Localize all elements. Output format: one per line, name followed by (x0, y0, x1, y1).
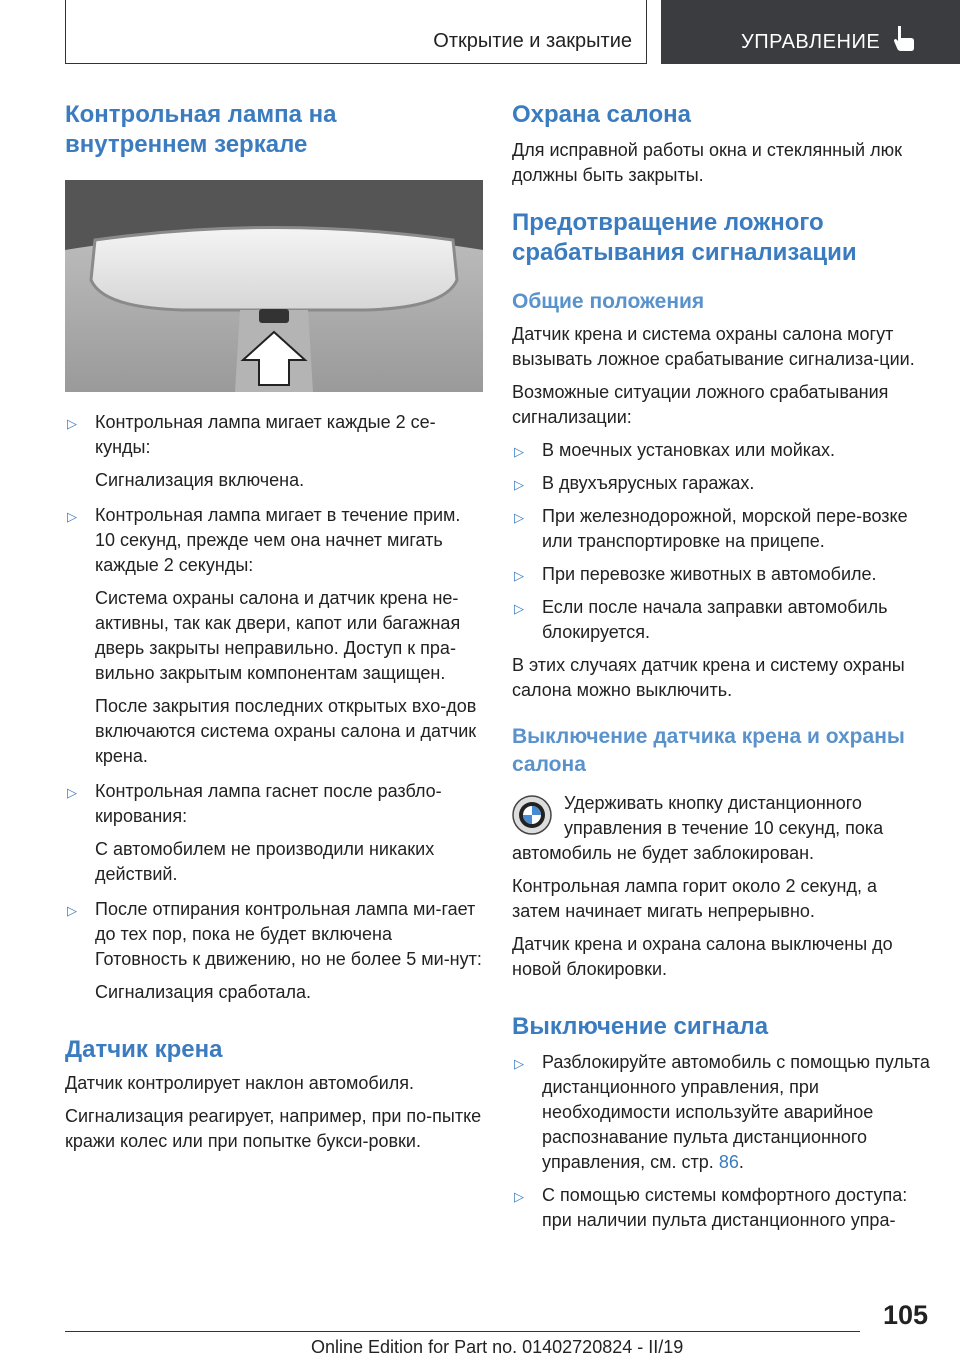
disable-sensor-title: Выключение датчика крена и охраны салона (512, 725, 905, 776)
triangle-bullet-icon: ▷ (514, 477, 524, 492)
page-link[interactable]: 86 (718, 1152, 739, 1172)
header-section (65, 0, 647, 64)
triangle-bullet-icon: ▷ (514, 601, 524, 616)
footer-edition: Online Edition for Part no. 01402720824 - II/19 (311, 1337, 684, 1357)
list-item: ▷ Разблокируйте автомобиль с помощью пульта дистанционного управления, при необходимости используйте аварийное распознавание пульта дистанционного управления, см. стр. 86. (514, 1052, 930, 1172)
interior-title: Охрана салона (512, 101, 691, 128)
triangle-bullet-icon: ▷ (67, 903, 77, 918)
hand-pointer-icon (893, 24, 915, 52)
lamp-list (65, 410, 483, 1005)
right-column: Охрана салона Для исправной работы окна и стеклянный люк должны быть закрыты. Предотвращение ложного срабатывания сигнализации Общие положения Датчик крена и система охраны салона могут вызывать ложное срабатывание сигнализа-ции. Возможные ситуации ложного срабатывания сигнализации: ▷ В моечных установках или мойках. ▷ В двухъярусных гаражах. ▷ При железнодорожной, морской пере-возке или транспортировке на прицепе. ▷ При перевозке животных в автомобиле. ▷ Если после начала заправки автомобиль блокируется. В этих случаях датчик крена и систему охраны салона можно выключить. Выключение датчика крена и охраны салона Удерживать кнопку дистанционного управления в течение 10 секунд, пока автомобиль не будет заблокирован. Контрольная лампа горит около 2 секунд, а затем начинает мигать непрерывно. Датчик крена и охрана салона выключены до новой блокировки. Выключение сигнала ▷ Разблокируйте автомобиль с помощью пульта дистанционного управления, при необходимости используйте аварийное распознавание пульта дистанционного управления, см. стр. 86. ▷ С помощью системы комфортного доступа: при наличии пульта дистанционного упра- (512, 100, 930, 1233)
triangle-bullet-icon: ▷ (514, 568, 524, 583)
list-item: ▷ Если после начала заправки автомобиль блокируется. (514, 597, 888, 642)
header-section-title: Открытие и закрытие (433, 30, 632, 52)
footer-divider (65, 1331, 860, 1332)
lamp-title: Контрольная лампа на внутреннем зеркале (65, 101, 337, 158)
triangle-bullet-icon: ▷ (67, 509, 77, 524)
alarm-list (512, 1050, 930, 1233)
header-chapter-title: УПРАВЛЕНИЕ (741, 31, 881, 53)
list-item: ▷ Контрольная лампа мигает в течение прим. 10 секунд, прежде чем она начнет мигать каждые 2 секунды: Система охраны салона и датчик крена не-активны, так как двери, капот или багажная дверь закрыты неправильно. Доступ к пра-вильно закрытым компонентам защищен. После закрытия последних открытых вхо-дов включаются система охраны салона и датчик крена. (67, 505, 477, 766)
alarm-off-title: Выключение сигнала (512, 1013, 769, 1040)
general-title: Общие положения (512, 290, 705, 313)
situations-list (512, 438, 930, 645)
triangle-bullet-icon: ▷ (514, 1189, 524, 1204)
header-chapter (661, 0, 960, 64)
triangle-bullet-icon: ▷ (67, 416, 77, 431)
page-number: 105 (883, 1300, 929, 1330)
list-item: ▷ Контрольная лампа гаснет после разбло-кирования: С автомобилем не производили никаких действий. (67, 781, 442, 884)
triangle-bullet-icon: ▷ (514, 444, 524, 459)
list-item: ▷ При железнодорожной, морской пере-возке или транспортировке на прицепе. (514, 506, 908, 551)
triangle-bullet-icon: ▷ (514, 1056, 524, 1071)
triangle-bullet-icon: ▷ (514, 510, 524, 525)
list-item: ▷ После отпирания контрольная лампа ми-гает до тех пор, пока не будет включена Готовность к движению, но не более 5 ми-нут: Сигнализация сработала. (67, 899, 482, 1002)
list-item: ▷ При перевозке животных в автомобиле. (512, 562, 930, 587)
list-item: ▷ С помощью системы комфортного доступа: при наличии пульта дистанционного упра- (514, 1185, 908, 1230)
mirror-image (65, 180, 483, 392)
list-item: ▷ В двухъярусных гаражах. (512, 471, 930, 496)
list-item: ▷ В моечных установках или мойках. (512, 438, 930, 463)
false-alarm-title: Предотвращение ложного срабатывания сигнализации (512, 209, 857, 266)
bmw-key-icon (512, 795, 552, 835)
list-item: ▷ Контрольная лампа мигает каждые 2 се-кунды: Сигнализация включена. (67, 412, 436, 490)
triangle-bullet-icon: ▷ (67, 785, 77, 800)
tilt-title: Датчик крена (65, 1036, 223, 1063)
left-column: Контрольная лампа на внутреннем зеркале ▷ Контрольная лампа мигает каждые 2 се-кунды: Сигнализация включена. ▷ Контрольная лампа мигает в течение прим. 10 секунд, прежде чем она начнет мигать каждые 2 секунды: Система охраны салона и датчик крена не-активны, так как двери, капот или багажная дверь закрыты неправильно. Доступ к пра-вильно закрытым компонентам защищен. После закрытия последних открытых вхо-дов включаются система охраны салона и датчик крена. ▷ Контрольная лампа гаснет после разбло-кирования: С автомобилем не производили никаких действий. ▷ После отпирания контрольная лампа ми-гает до тех пор, пока не будет включена Готовность к движению, но не более 5 ми-нут: Сигнализация сработала. Датчик крена Датчик контролирует наклон автомобиля. Сигнализация реагирует, например, при по-пытке кражи колес или при попытке букси-ровки. (65, 101, 482, 1151)
